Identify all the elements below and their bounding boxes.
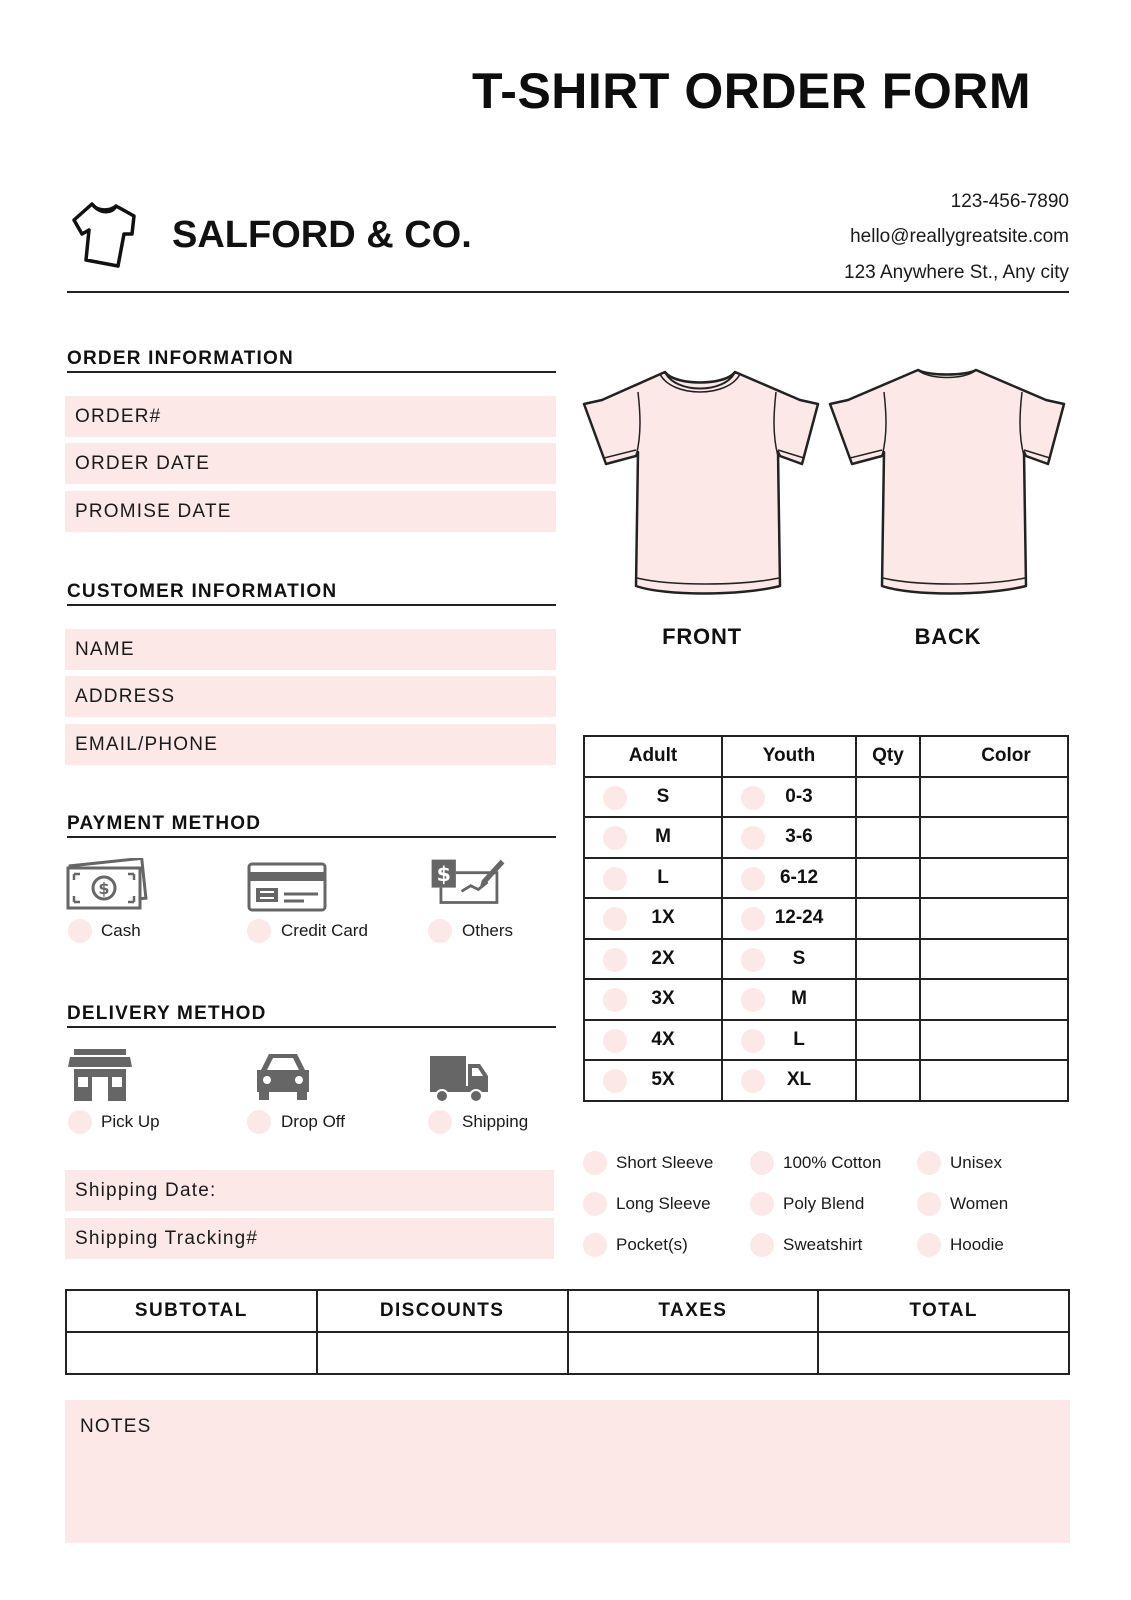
style-option-label: Poly Blend	[783, 1194, 865, 1213]
svg-text:$: $	[436, 862, 451, 887]
color-cell[interactable]	[920, 898, 1068, 939]
qty-cell[interactable]	[856, 858, 920, 899]
adult-size-label: 5X	[651, 1069, 675, 1091]
youth-size-cell	[722, 898, 856, 939]
total-header: TOTAL	[818, 1290, 1069, 1332]
youth-size-label: 6-12	[779, 866, 819, 888]
order-date-field[interactable]: ORDER DATE	[65, 443, 556, 484]
store-icon	[66, 1047, 148, 1103]
cash-icon	[66, 858, 148, 914]
adult-size-cell	[584, 939, 722, 980]
youth-size-radio[interactable]	[741, 826, 765, 850]
others-label: Others	[462, 921, 514, 940]
adult-size-label: 2X	[651, 947, 675, 969]
drop-off-radio[interactable]	[247, 1110, 271, 1134]
truck-icon	[428, 1052, 510, 1108]
youth-size-radio[interactable]	[741, 948, 765, 972]
style-option-label: Sweatshirt	[783, 1235, 863, 1254]
adult-size-label: M	[655, 826, 671, 848]
style-option-label: Hoodie	[950, 1235, 1004, 1254]
style-option-radio[interactable]	[583, 1151, 607, 1175]
qty-cell[interactable]	[856, 1020, 920, 1061]
color-header: Color	[920, 736, 1068, 777]
size-row	[584, 777, 1068, 818]
style-option-radio[interactable]	[917, 1233, 941, 1257]
size-row	[584, 1020, 1068, 1061]
youth-size-radio[interactable]	[741, 867, 765, 891]
adult-size-radio[interactable]	[603, 1029, 627, 1053]
payment-heading: PAYMENT METHOD	[67, 813, 262, 834]
promise-date-field[interactable]: PROMISE DATE	[65, 491, 556, 532]
adult-size-label: 4X	[651, 1028, 675, 1050]
color-cell[interactable]	[920, 858, 1068, 899]
subtotal-cell[interactable]	[66, 1332, 317, 1374]
color-cell[interactable]	[920, 777, 1068, 818]
qty-cell[interactable]	[856, 777, 920, 818]
size-row	[584, 898, 1068, 939]
drop-off-label: Drop Off	[281, 1112, 345, 1131]
youth-size-label: 12-24	[774, 907, 824, 929]
total-cell[interactable]	[818, 1332, 1069, 1374]
car-icon	[247, 1048, 329, 1104]
adult-size-cell	[584, 979, 722, 1020]
pick-up-label: Pick Up	[101, 1112, 160, 1131]
youth-size-radio[interactable]	[741, 786, 765, 810]
youth-size-label: 3-6	[785, 826, 813, 848]
youth-size-radio[interactable]	[741, 988, 765, 1012]
svg-text:$: $	[98, 879, 110, 898]
adult-size-radio[interactable]	[603, 988, 627, 1012]
discounts-header: DISCOUNTS	[317, 1290, 568, 1332]
youth-size-label: 0-3	[785, 785, 813, 807]
youth-size-cell	[722, 777, 856, 818]
style-option-radio[interactable]	[750, 1151, 774, 1175]
youth-size-label: M	[791, 988, 807, 1010]
adult-size-cell	[584, 898, 722, 939]
adult-size-cell	[584, 1060, 722, 1101]
brand-name: SALFORD & CO.	[172, 214, 472, 256]
delivery-rule	[67, 1026, 556, 1028]
shipping-date-field[interactable]: Shipping Date:	[65, 1170, 554, 1211]
adult-size-radio[interactable]	[603, 948, 627, 972]
credit-card-icon	[246, 858, 328, 914]
adult-size-cell	[584, 817, 722, 858]
color-cell[interactable]	[920, 1020, 1068, 1061]
color-cell[interactable]	[920, 1060, 1068, 1101]
youth-size-cell	[722, 979, 856, 1020]
qty-cell[interactable]	[856, 1060, 920, 1101]
color-cell[interactable]	[920, 817, 1068, 858]
adult-size-radio[interactable]	[603, 907, 627, 931]
style-option-radio[interactable]	[917, 1192, 941, 1216]
notes-box[interactable]	[65, 1400, 1070, 1543]
qty-header: Qty	[856, 736, 920, 777]
style-option-label: Women	[950, 1194, 1009, 1213]
others-radio[interactable]	[428, 919, 452, 943]
style-option-radio[interactable]	[750, 1192, 774, 1216]
style-option-radio[interactable]	[583, 1192, 607, 1216]
adult-size-radio[interactable]	[603, 786, 627, 810]
subtotal-header: SUBTOTAL	[66, 1290, 317, 1332]
pick-up-radio[interactable]	[68, 1110, 92, 1134]
cash-label: Cash	[101, 921, 141, 940]
adult-size-label: S	[656, 785, 670, 807]
order-number-field[interactable]: ORDER#	[65, 396, 556, 437]
contact-phone: 123-456-7890	[950, 191, 1069, 212]
style-option-label: Unisex	[950, 1153, 1002, 1172]
check-payment-icon	[427, 854, 509, 910]
tshirt-back-diagram	[826, 364, 1071, 600]
color-cell[interactable]	[920, 939, 1068, 980]
color-cell[interactable]	[920, 979, 1068, 1020]
youth-size-cell	[722, 939, 856, 980]
adult-size-label: L	[657, 866, 669, 888]
style-option-radio[interactable]	[750, 1233, 774, 1257]
style-option-radio[interactable]	[583, 1233, 607, 1257]
adult-size-radio[interactable]	[603, 826, 627, 850]
youth-size-radio[interactable]	[741, 1069, 765, 1093]
front-label: FRONT	[662, 624, 742, 649]
size-table	[583, 735, 1069, 1102]
shipping-tracking-field[interactable]: Shipping Tracking#	[65, 1218, 554, 1259]
adult-size-label: 3X	[651, 988, 675, 1010]
order-info-rule	[67, 371, 556, 373]
credit-card-label: Credit Card	[281, 921, 368, 940]
taxes-header: TAXES	[568, 1290, 819, 1332]
header-divider	[67, 291, 1069, 293]
name-field[interactable]: NAME	[65, 629, 556, 670]
style-option-label: Short Sleeve	[616, 1153, 714, 1172]
youth-size-radio[interactable]	[741, 1029, 765, 1053]
style-option-radio[interactable]	[917, 1151, 941, 1175]
adult-size-radio[interactable]	[603, 1069, 627, 1093]
style-option-label: Pocket(s)	[616, 1235, 688, 1254]
totals-value-row	[66, 1332, 1069, 1374]
size-row	[584, 858, 1068, 899]
youth-size-cell	[722, 1060, 856, 1101]
cash-radio[interactable]	[68, 919, 92, 943]
style-option-label: Long Sleeve	[616, 1194, 711, 1213]
youth-size-cell	[722, 1020, 856, 1061]
youth-size-cell	[722, 858, 856, 899]
qty-cell[interactable]	[856, 979, 920, 1020]
adult-size-cell	[584, 858, 722, 899]
address-field[interactable]: ADDRESS	[65, 676, 556, 717]
size-row	[584, 817, 1068, 858]
customer-info-heading: CUSTOMER INFORMATION	[67, 581, 338, 602]
size-row	[584, 979, 1068, 1020]
adult-size-cell	[584, 777, 722, 818]
form-title: T-SHIRT ORDER FORM	[472, 63, 1031, 119]
discounts-cell[interactable]	[317, 1332, 568, 1374]
youth-header: Youth	[722, 736, 856, 777]
back-label: BACK	[914, 624, 982, 649]
tshirt-front-diagram	[580, 364, 825, 600]
totals-table	[65, 1289, 1070, 1375]
qty-cell[interactable]	[856, 939, 920, 980]
style-option-label: 100% Cotton	[783, 1153, 882, 1172]
tshirt-logo-icon	[68, 198, 140, 272]
shipping-radio[interactable]	[428, 1110, 452, 1134]
size-row	[584, 1060, 1068, 1101]
adult-size-cell	[584, 1020, 722, 1061]
youth-size-label: S	[792, 947, 806, 969]
delivery-heading: DELIVERY METHOD	[67, 1003, 267, 1024]
qty-cell[interactable]	[856, 817, 920, 858]
email-phone-field[interactable]: EMAIL/PHONE	[65, 724, 556, 765]
size-row	[584, 939, 1068, 980]
payment-rule	[67, 836, 556, 838]
adult-size-radio[interactable]	[603, 867, 627, 891]
contact-email: hello@reallygreatsite.com	[850, 226, 1069, 247]
notes-label: NOTES	[80, 1416, 152, 1437]
contact-address: 123 Anywhere St., Any city	[844, 262, 1069, 283]
youth-size-label: L	[793, 1028, 805, 1050]
qty-cell[interactable]	[856, 898, 920, 939]
totals-header-row	[66, 1290, 1069, 1332]
shipping-label: Shipping	[462, 1112, 529, 1131]
taxes-cell[interactable]	[568, 1332, 819, 1374]
youth-size-cell	[722, 817, 856, 858]
adult-header: Adult	[584, 736, 722, 777]
youth-size-label: XL	[786, 1069, 812, 1091]
credit-card-radio[interactable]	[247, 919, 271, 943]
adult-size-label: 1X	[651, 907, 675, 929]
order-info-heading: ORDER INFORMATION	[67, 348, 294, 369]
size-table-header	[584, 736, 1068, 777]
customer-info-rule	[67, 604, 556, 606]
